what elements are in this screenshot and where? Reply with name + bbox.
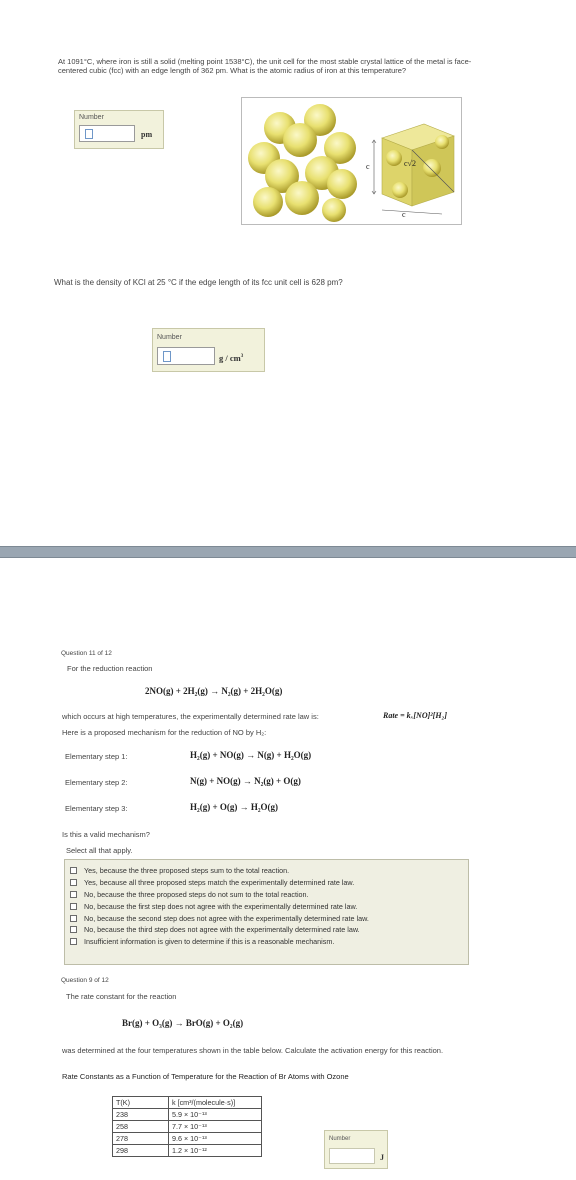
- input-label: Number: [79, 114, 104, 121]
- answer-panel-q2: [152, 328, 265, 372]
- rate-constants-table: [112, 1096, 262, 1157]
- number-input-q1[interactable]: [79, 125, 135, 142]
- cell-rate-constant: 5.9 × 10⁻¹³: [169, 1109, 262, 1121]
- checkbox[interactable]: [70, 915, 77, 922]
- step-3-label: Elementary step 3:: [65, 804, 128, 813]
- option-label: No, because the three proposed steps do not sum to the total reaction.: [84, 889, 309, 899]
- unit-label-q1: pm: [141, 130, 153, 139]
- option-6[interactable]: [65, 924, 468, 936]
- cell-temperature: 238: [113, 1109, 169, 1121]
- checkbox[interactable]: [70, 903, 77, 910]
- option-3[interactable]: [65, 889, 468, 901]
- table-row: [113, 1145, 262, 1157]
- rate-law-intro: which occurs at high temperatures, the experimentally determined rate law is:: [62, 712, 319, 721]
- option-5[interactable]: [65, 912, 468, 924]
- checkbox[interactable]: [70, 867, 77, 874]
- diagonal-label: c√2: [404, 159, 416, 168]
- option-label: Yes, because all three proposed steps match the experimentally determined rate law.: [84, 878, 355, 888]
- question-header: Question 11 of 12: [61, 650, 112, 657]
- overall-reaction: 2NO(g) + 2H₂(g) → N₂(g) + 2H₂O(g): [145, 686, 283, 696]
- fcc-unit-cell-figure: [241, 97, 462, 225]
- question-prompt: Is this a valid mechanism?: [62, 830, 150, 839]
- mechanism-intro: Here is a proposed mechanism for the reduction of NO by H₂:: [62, 728, 267, 737]
- answer-options: [64, 859, 469, 965]
- option-2[interactable]: [65, 877, 468, 889]
- header-rate-constant: k [cm³/(molecule·s)]: [169, 1097, 262, 1109]
- table-row: [113, 1121, 262, 1133]
- checkbox[interactable]: [70, 879, 77, 886]
- bromine-ozone-reaction: Br(g) + O₃(g) → BrO(g) + O₂(g): [122, 1018, 244, 1028]
- step-2-reaction: N(g) + NO(g) → N₂(g) + O(g): [190, 776, 301, 786]
- option-7[interactable]: [65, 936, 468, 948]
- table-row: [113, 1133, 262, 1145]
- cell-temperature: 298: [113, 1145, 169, 1157]
- reaction-intro: The rate constant for the reaction: [66, 992, 177, 1001]
- table-row: [113, 1109, 262, 1121]
- cell-rate-constant: 7.7 × 10⁻¹³: [169, 1121, 262, 1133]
- select-instruction: Select all that apply.: [66, 846, 133, 855]
- question-1-text: At 1091°C, where iron is still a solid (melting point 1538°C), the unit cell for the most stable crystal lattice of the metal is face-centered cubic (fcc) with an edge length of 362 pm. What is the atomic radius of iron at this temperature?: [58, 57, 472, 75]
- step-2-label: Elementary step 2:: [65, 778, 128, 787]
- text-cursor-box: [85, 129, 93, 139]
- table-title: Rate Constants as a Function of Temperature for the Reaction of Br Atoms with Ozone: [62, 1072, 349, 1081]
- cell-temperature: 258: [113, 1121, 169, 1133]
- option-label: Insufficient information is given to determine if this is a reasonable mechanism.: [84, 937, 335, 947]
- option-4[interactable]: [65, 900, 468, 912]
- option-label: No, because the second step does not agree with the experimentally determined rate law.: [84, 913, 369, 923]
- edge-label-bottom: c: [402, 210, 406, 219]
- rate-law: Rate = kₓ[NO]²[H₂]: [383, 711, 448, 720]
- option-label: Yes, because the three proposed steps sum to the total reaction.: [84, 866, 290, 876]
- step-1-label: Elementary step 1:: [65, 752, 128, 761]
- cell-temperature: 278: [113, 1133, 169, 1145]
- section-divider: [0, 546, 576, 558]
- unit-label-q2: [219, 353, 243, 363]
- unit-superscript: 3: [240, 354, 244, 360]
- fcc-lattice-illustration: [242, 98, 463, 226]
- reaction-intro: For the reduction reaction: [67, 664, 153, 673]
- checkbox[interactable]: [70, 938, 77, 945]
- question-2-text: What is the density of KCl at 25 °C if the edge length of its fcc unit cell is 628 pm?: [54, 278, 343, 287]
- input-label: Number: [157, 334, 182, 341]
- reaction-description: was determined at the four temperatures shown in the table below. Calculate the activation energy for this reaction.: [62, 1046, 444, 1055]
- checkbox[interactable]: [70, 891, 77, 898]
- option-label: No, because the third step does not agree with the experimentally determined rate law.: [84, 925, 360, 935]
- unit-label-q4: J: [380, 1153, 384, 1162]
- option-label: No, because the first step does not agree with the experimentally determined rate law.: [84, 901, 358, 911]
- text-cursor-box: [163, 351, 171, 362]
- number-input-q4[interactable]: [329, 1148, 375, 1164]
- number-input-q2[interactable]: [157, 347, 215, 365]
- unit-text: g / cm: [219, 353, 241, 363]
- question-header: Question 9 of 12: [61, 977, 109, 984]
- checkbox[interactable]: [70, 926, 77, 933]
- cell-rate-constant: 1.2 × 10⁻¹²: [169, 1145, 262, 1157]
- cell-rate-constant: 9.6 × 10⁻¹³: [169, 1133, 262, 1145]
- step-1-reaction: H₂(g) + NO(g) → N(g) + H₂O(g): [190, 750, 312, 760]
- input-label: Number: [329, 1136, 351, 1142]
- header-temperature: T(K): [113, 1097, 169, 1109]
- answer-panel-q1: [74, 110, 164, 149]
- option-1[interactable]: [65, 865, 468, 877]
- answer-panel-q4: [324, 1130, 388, 1169]
- step-3-reaction: H₂(g) + O(g) → H₂O(g): [190, 802, 279, 812]
- edge-label-left: c: [366, 162, 370, 171]
- table-header-row: [113, 1097, 262, 1109]
